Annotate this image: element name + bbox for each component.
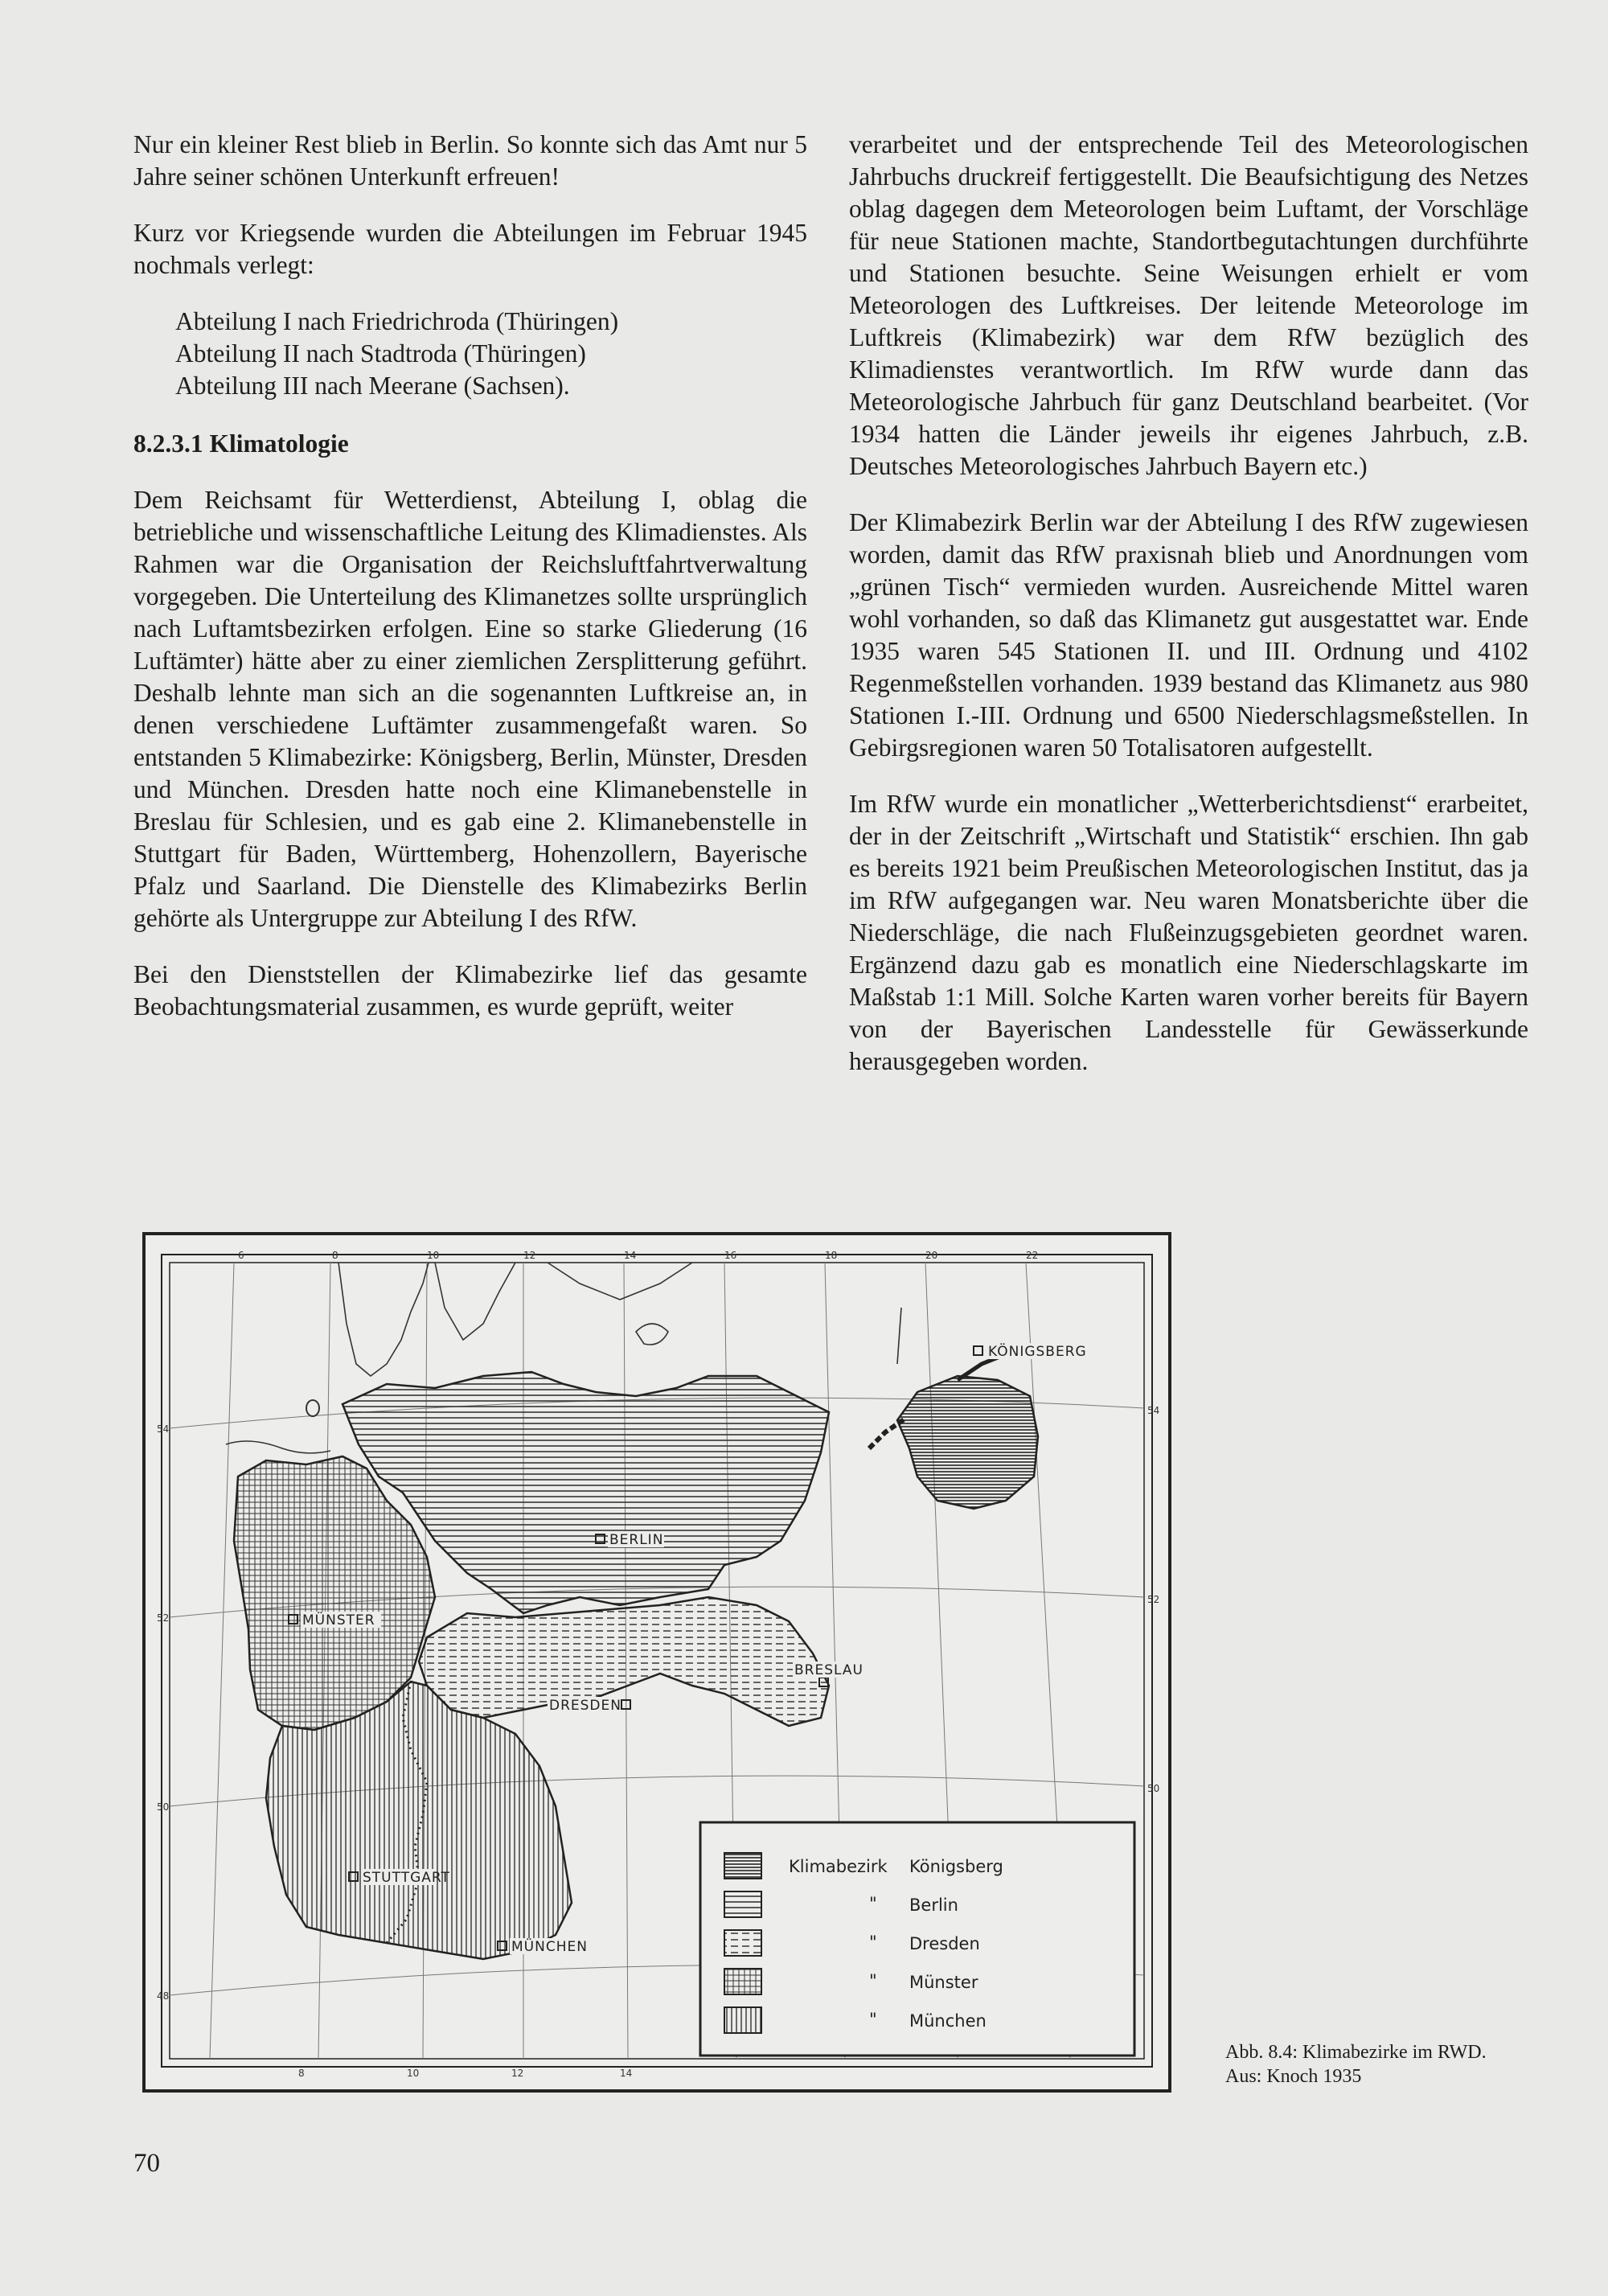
lat-tick: 52 [157,1612,170,1624]
city-label-stuttgart: STUTTGART [363,1870,450,1886]
lat-tick: 50 [157,1801,170,1813]
region-dresden [419,1597,829,1726]
legend-label-dresden: Dresden [909,1934,980,1953]
legend-swatch-dresden [724,1930,761,1956]
legend-swatch-muenster [724,1969,761,1994]
legend-label-berlin: Berlin [909,1896,958,1915]
city-label-dresden: DRESDEN [549,1698,621,1714]
paragraph: Kurz vor Kriegsende wurden die Abteilungen im Februar 1945 nochmals verlegt: [133,219,807,279]
lon-tick: 22 [1026,1250,1039,1261]
legend-ditto: " [869,1933,877,1952]
lon-tick: 8 [298,2068,305,2079]
curonian-spit [869,1419,905,1448]
city-label-koenigsberg: KÖNIGSBERG [988,1344,1087,1360]
city-label-berlin: BERLIN [609,1532,664,1548]
paragraph: Der Klimabezirk Berlin war der Abteilung I des RfW zugewiesen worden, damit das RfW praxisnah blieb und Anordnungen vom „grünen Tisch“ vermieden wurden. Ausreichende Mittel waren wohl vorhanden, so daß das Klimanetz gut ausgestattet war. Ende 1935 waren 545 Stationen II. und III. Ordnung und 4102 Regenmeßstellen vorhanden. 1939 bestand das Klimanetz aus 980 Stationen I.-III. Ordnung und 6500 Niederschlagsmeßstellen. In Gebirgsregionen waren 50 Totalisatoren aufgestellt. [849,508,1528,762]
city-label-muenster: MÜNSTER [302,1612,375,1629]
legend-title: Klimabezirk [789,1857,888,1876]
city-label-muenchen: MÜNCHEN [511,1939,588,1955]
region-koenigsberg [897,1376,1038,1509]
climate-district-map [142,1232,1171,2093]
legend-swatch-berlin [724,1891,761,1917]
map-legend [700,1822,1134,2056]
paragraph: Im RfW wurde ein monatlicher „Wetterberichtsdienst“ erarbeitet, der in der Zeitschrift „Wirtschaft und Statistik“ erschien. Ihn gab es bereits 1921 beim Preußischen Meteorologischen Institut, das ja im RfW aufgegangen war. Neu waren Monatsberichte über die Niederschläge, die nach Flußeinzugsgebieten geordnet waren. Ergänzend dazu gab es monatlich eine Niederschlagskarte im Maßstab 1:1 Mill. Solche Karten waren vorher bereits für Bayern von der Bayerischen Landesstelle für Gewässerkunde herausgegeben worden. [849,790,1528,1075]
legend-ditto: " [869,1971,877,1990]
legend-swatch-muenchen [724,2007,761,2033]
left-column [133,129,807,1023]
paragraph: Nur ein kleiner Rest blieb in Berlin. So konnte sich das Amt nur 5 Jahre seiner schönen Unterkunft erfreuen! [133,130,807,191]
list-item: Abteilung III nach Meerane (Sachsen). [175,372,570,400]
city-label-breslau: BRESLAU [794,1662,863,1678]
legend-label-muenster: Münster [909,1973,978,1992]
list-item: Abteilung II nach Stadtroda (Thüringen) [175,339,586,368]
legend-swatch-koenigsberg [724,1853,761,1879]
lon-tick: 20 [925,1250,938,1261]
figure-caption: Abb. 8.4: Klimabezirke im RWD. Aus: Knoch 1935 [1225,2042,1487,2087]
lon-tick: 10 [427,1250,440,1261]
lon-tick: 12 [511,2068,524,2079]
lat-tick: 52 [1147,1594,1160,1605]
section-heading: 8.2.3.1 Klimatologie [133,429,349,458]
lat-tick: 50 [1147,1783,1160,1794]
island [306,1400,319,1416]
lon-tick: 6 [238,1250,244,1261]
legend-ditto: " [869,2010,877,2029]
city-marker-koenigsberg [974,1346,982,1355]
legend-label-muenchen: München [909,2011,987,2031]
lon-tick: 18 [825,1250,838,1261]
list-item: Abteilung I nach Friedrichroda (Thüringen) [175,307,619,335]
lat-tick: 54 [157,1423,170,1435]
relocation-list [133,306,807,402]
lat-tick: 48 [157,1990,170,2002]
paragraph: Dem Reichsamt für Wetterdienst, Abteilung I, oblag die betriebliche und wissenschaftliche Leitung des Klimadienstes. Als Rahmen war die Organisation der Reichsluftfahrtverwaltung vorgegeben. Die Unterteilung des Klimanetzes sollte ursprünglich nach Luftamtsbezirken erfolgen. Eine so starke Gliederung (16 Luftämter) hätte aber zu einer ziemlichen Zersplitterung geführt. Deshalb lehnte man sich an die sogenannten Luftkreise an, in denen verschiedene Luftämter zusammengefaßt waren. So entstanden 5 Klimabezirke: Königsberg, Berlin, Münster, Dresden und München. Dresden hatte noch eine Klimanebenstelle in Breslau für Schlesien, und es gab eine 2. Klimanebenstelle in Stuttgart für Baden, Württemberg, Hohenzollern, Bayerische Pfalz und Saarland. Die Dienstelle des Klimabezirks Berlin gehörte als Untergruppe zur Abteilung I des RfW. [133,486,807,932]
legend-label-koenigsberg: Königsberg [909,1857,1003,1876]
lon-tick: 10 [407,2068,420,2079]
lat-tick: 54 [1147,1405,1160,1416]
lon-tick: 12 [523,1250,536,1261]
paragraph: Bei den Dienststellen der Klimabezirke lief das gesamte Beobachtungsmaterial zusammen, es wurde geprüft, weiter [133,960,807,1021]
lon-tick: 8 [332,1250,338,1261]
right-column [849,129,1528,1078]
page-number: 70 [133,2149,160,2178]
lon-tick: 14 [624,1250,637,1261]
paragraph: verarbeitet und der entsprechende Teil des Meteorologischen Jahrbuchs druckreif fertiggestellt. Die Beaufsichtigung des Netzes oblag dagegen dem Meteorologen beim Luftamt, der Vorschläge für neue Stationen machte, Standortbegutachtungen durchführte und Stationen besuchte. Seine Weisungen erhielt er vom Meteorologen des Luftkreises. Der leitende Meteorologe im Luftkreis (Klimabezirk) war dem RfW bezüglich des Klimadienstes verantwortlich. Im RfW wurde dann das Meteorologische Jahrbuch für ganz Deutschland bearbeitet. (Vor 1934 hatten die Länder jeweils ihr eigenes Jahrbuch, z.B. Deutsches Meteorologisches Jahrbuch Bayern etc.) [849,130,1528,480]
lon-tick: 14 [620,2068,633,2079]
legend-ditto: " [869,1894,877,1913]
lon-tick: 16 [724,1250,737,1261]
